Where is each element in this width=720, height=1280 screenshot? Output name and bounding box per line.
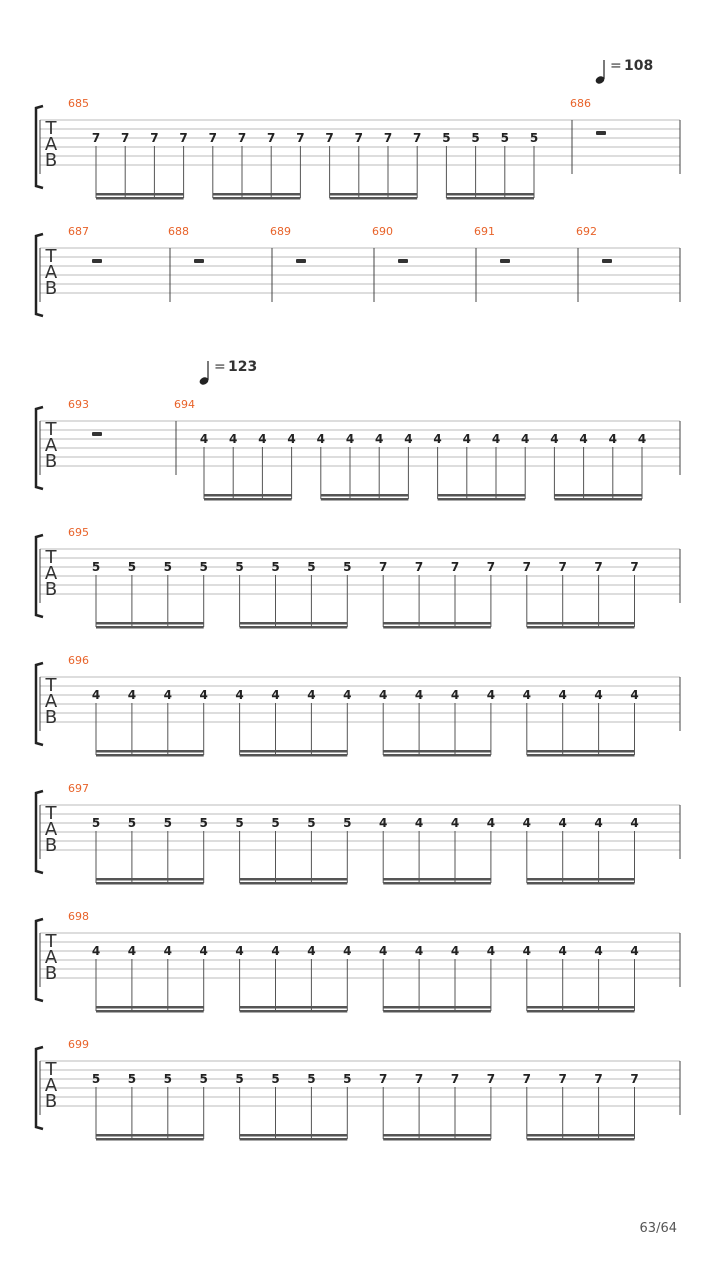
fret-number: 5 [199, 1072, 208, 1086]
fret-number: 5 [307, 560, 316, 574]
beam [321, 498, 409, 501]
fret-number: 4 [91, 944, 101, 958]
fret-number: 5 [127, 560, 137, 574]
fret-number: 4 [630, 816, 639, 830]
fret-number: 5 [307, 816, 316, 830]
beam [96, 1006, 204, 1009]
rest-symbol [596, 131, 606, 135]
fret-number: 4 [486, 688, 496, 702]
fret-number: 4 [414, 816, 424, 830]
staff-system [36, 782, 680, 885]
bar-number: 685 [68, 97, 89, 110]
beam [240, 878, 348, 881]
tab-clef-letter: T [45, 803, 57, 824]
fret-number: 5 [235, 560, 244, 574]
fret-number: 4 [199, 688, 208, 702]
fret-number: 4 [287, 432, 296, 446]
fret-number: 4 [550, 432, 559, 446]
bar-number: 695 [68, 526, 89, 539]
fret-number: 4 [414, 944, 424, 958]
bar-number: 691 [474, 225, 495, 238]
fret-number: 4 [404, 432, 413, 446]
tempo-value: 123 [228, 359, 258, 375]
beam [383, 622, 491, 625]
beam [240, 1138, 348, 1141]
fret-number: 4 [594, 944, 603, 958]
bar-number: 692 [576, 225, 597, 238]
fret-number: 4 [235, 688, 244, 702]
fret-number: 7 [522, 1072, 531, 1086]
staff-system [36, 910, 680, 1013]
fret-number: 7 [450, 1072, 460, 1086]
fret-number: 4 [608, 432, 617, 446]
tab-clef-letter: T [45, 246, 57, 267]
fret-number: 5 [163, 816, 172, 830]
fret-number: 5 [91, 1072, 101, 1086]
tab-clef-letter: B [44, 835, 58, 856]
beam [96, 754, 204, 757]
fret-number: 7 [267, 131, 276, 145]
fret-number: 5 [307, 1072, 316, 1086]
tempo-equals: = [214, 359, 226, 375]
fret-number: 4 [271, 688, 280, 702]
tab-clef-letter: B [44, 451, 58, 472]
fret-number: 4 [558, 688, 567, 702]
fret-number: 7 [630, 560, 639, 574]
beam [240, 750, 348, 753]
fret-number: 4 [379, 944, 388, 958]
beam [240, 882, 348, 885]
beam [240, 1134, 348, 1137]
fret-number: 5 [271, 560, 280, 574]
fret-number: 4 [271, 944, 280, 958]
fret-number: 4 [630, 688, 639, 702]
beam [96, 1138, 204, 1141]
beam [527, 1010, 635, 1013]
fret-number: 7 [558, 1072, 567, 1086]
beam [213, 193, 301, 196]
fret-number: 5 [127, 1072, 137, 1086]
beam [96, 193, 184, 196]
staff-system [36, 225, 680, 316]
fret-number: 4 [379, 688, 388, 702]
fret-number: 5 [343, 816, 352, 830]
fret-number: 7 [121, 131, 130, 145]
beam [527, 626, 635, 629]
beam [446, 197, 534, 200]
fret-number: 4 [343, 688, 352, 702]
tab-clef-letter: A [44, 262, 58, 283]
bar-number: 697 [68, 782, 89, 795]
fret-number: 7 [296, 131, 305, 145]
fret-number: 4 [521, 432, 530, 446]
beam [96, 882, 204, 885]
tab-clef-letter: T [45, 419, 57, 440]
tab-clef-letter: T [45, 1059, 57, 1080]
tab-clef-letter: A [44, 435, 58, 456]
beam [527, 1134, 635, 1137]
fret-number: 7 [354, 131, 363, 145]
beam [383, 878, 491, 881]
beam [527, 878, 635, 881]
beam [330, 193, 418, 196]
beam [383, 1138, 491, 1141]
tab-clef-letter: T [45, 931, 57, 952]
bar-number: 699 [68, 1038, 89, 1051]
tab-clef-letter: B [44, 579, 58, 600]
fret-number: 5 [235, 1072, 244, 1086]
fret-number: 5 [529, 131, 539, 145]
beam [240, 754, 348, 757]
fret-number: 4 [345, 432, 355, 446]
fret-number: 7 [237, 131, 247, 145]
beam [96, 1134, 204, 1137]
fret-number: 7 [522, 560, 531, 574]
beam [554, 498, 642, 501]
bar-number: 688 [168, 225, 189, 238]
rest-symbol [500, 259, 510, 263]
fret-number: 7 [594, 1072, 603, 1086]
tempo-value: 108 [624, 58, 654, 74]
tab-clef-letter: B [44, 1091, 58, 1112]
bar-number: 696 [68, 654, 89, 667]
fret-number: 4 [522, 944, 531, 958]
fret-number: 7 [383, 131, 393, 145]
fret-number: 4 [450, 816, 460, 830]
rest-symbol [92, 259, 102, 263]
beam [240, 622, 348, 625]
tab-clef-letter: T [45, 118, 57, 139]
fret-number: 4 [630, 944, 639, 958]
fret-number: 4 [450, 688, 460, 702]
fret-number: 4 [486, 944, 496, 958]
fret-number: 4 [637, 432, 647, 446]
bar-number: 693 [68, 398, 89, 411]
fret-number: 5 [343, 560, 352, 574]
fret-number: 5 [163, 560, 172, 574]
staff-system [36, 654, 680, 757]
fret-number: 4 [307, 944, 316, 958]
fret-number: 4 [433, 432, 442, 446]
beam [96, 878, 204, 881]
fret-number: 4 [235, 944, 244, 958]
fret-number: 4 [343, 944, 352, 958]
page-number: 63/64 [639, 1221, 677, 1236]
rest-symbol [398, 259, 408, 263]
bar-number: 689 [270, 225, 291, 238]
fret-number: 4 [522, 688, 531, 702]
rest-symbol [92, 432, 102, 436]
fret-number: 5 [127, 816, 137, 830]
rest-symbol [194, 259, 204, 263]
rest-symbol [296, 259, 306, 263]
fret-number: 5 [199, 560, 208, 574]
fret-number: 4 [127, 944, 137, 958]
fret-number: 4 [127, 688, 137, 702]
fret-number: 4 [414, 688, 424, 702]
fret-number: 7 [450, 560, 460, 574]
beam [446, 193, 534, 196]
fret-number: 5 [343, 1072, 352, 1086]
fret-number: 4 [594, 688, 603, 702]
tab-clef-letter: A [44, 134, 58, 155]
fret-number: 5 [271, 816, 280, 830]
fret-number: 4 [462, 432, 471, 446]
fret-number: 7 [91, 131, 101, 145]
fret-number: 7 [379, 560, 388, 574]
fret-number: 5 [442, 131, 451, 145]
tab-clef-letter: B [44, 150, 58, 171]
beam [321, 494, 409, 497]
beam [240, 1010, 348, 1013]
beam [383, 1010, 491, 1013]
beam [527, 882, 635, 885]
tab-clef-letter: T [45, 547, 57, 568]
beam [240, 1006, 348, 1009]
beam [96, 750, 204, 753]
fret-number: 4 [163, 688, 172, 702]
fret-number: 7 [594, 560, 603, 574]
beam [96, 622, 204, 625]
fret-number: 5 [163, 1072, 172, 1086]
beam [330, 197, 418, 200]
beam [383, 750, 491, 753]
beam [527, 1006, 635, 1009]
fret-number: 4 [229, 432, 238, 446]
bar-number: 690 [372, 225, 393, 238]
fret-number: 7 [414, 1072, 424, 1086]
fret-number: 4 [91, 688, 101, 702]
fret-number: 7 [486, 1072, 496, 1086]
fret-number: 4 [199, 944, 208, 958]
fret-number: 7 [325, 131, 334, 145]
fret-number: 4 [199, 432, 209, 446]
staff-system [36, 398, 680, 501]
fret-number: 5 [500, 131, 509, 145]
beam [383, 1134, 491, 1137]
beam [383, 1006, 491, 1009]
tempo-marking [198, 359, 257, 386]
fret-number: 7 [630, 1072, 639, 1086]
fret-number: 7 [179, 131, 188, 145]
rest-symbol [602, 259, 612, 263]
bar-number: 694 [174, 398, 195, 411]
fret-number: 4 [258, 432, 267, 446]
fret-number: 5 [471, 131, 480, 145]
tempo-marking [594, 58, 653, 85]
fret-number: 7 [208, 131, 217, 145]
beam [383, 754, 491, 757]
staff-system [36, 97, 680, 200]
beam [383, 626, 491, 629]
beam [527, 622, 635, 625]
tab-clef-letter: A [44, 1075, 58, 1096]
tab-clef-letter: B [44, 707, 58, 728]
fret-number: 5 [235, 816, 244, 830]
fret-number: 7 [414, 560, 424, 574]
fret-number: 4 [491, 432, 501, 446]
fret-number: 4 [163, 944, 172, 958]
beam [383, 882, 491, 885]
staff-system [36, 1038, 680, 1141]
tab-clef-letter: A [44, 947, 58, 968]
tab-clef-letter: B [44, 278, 58, 299]
fret-number: 4 [450, 944, 460, 958]
tab-clef-letter: A [44, 819, 58, 840]
tab-clef-letter: A [44, 691, 58, 712]
fret-number: 5 [91, 816, 101, 830]
tempo-equals: = [610, 58, 622, 74]
fret-number: 4 [558, 816, 567, 830]
fret-number: 7 [558, 560, 567, 574]
bar-number: 686 [570, 97, 591, 110]
fret-number: 4 [307, 688, 316, 702]
fret-number: 4 [579, 432, 588, 446]
beam [527, 754, 635, 757]
staff-system [36, 526, 680, 629]
fret-number: 4 [379, 816, 388, 830]
beam [554, 494, 642, 497]
fret-number: 7 [379, 1072, 388, 1086]
beam [527, 1138, 635, 1141]
fret-number: 4 [486, 816, 496, 830]
beam [204, 498, 292, 501]
tab-clef-letter: T [45, 675, 57, 696]
bar-number: 687 [68, 225, 89, 238]
fret-number: 4 [375, 432, 384, 446]
beam [96, 1010, 204, 1013]
tab-clef-letter: A [44, 563, 58, 584]
beam [438, 494, 526, 497]
bar-number: 698 [68, 910, 89, 923]
fret-number: 7 [486, 560, 496, 574]
fret-number: 7 [150, 131, 159, 145]
fret-number: 5 [271, 1072, 280, 1086]
beam [527, 750, 635, 753]
beam [240, 626, 348, 629]
fret-number: 4 [558, 944, 567, 958]
tab-clef-letter: B [44, 963, 58, 984]
beam [438, 498, 526, 501]
fret-number: 5 [91, 560, 101, 574]
fret-number: 4 [594, 816, 603, 830]
fret-number: 4 [522, 816, 531, 830]
fret-number: 4 [316, 432, 325, 446]
fret-number: 7 [413, 131, 422, 145]
beam [96, 197, 184, 200]
beam [204, 494, 292, 497]
beam [213, 197, 301, 200]
beam [96, 626, 204, 629]
fret-number: 5 [199, 816, 208, 830]
